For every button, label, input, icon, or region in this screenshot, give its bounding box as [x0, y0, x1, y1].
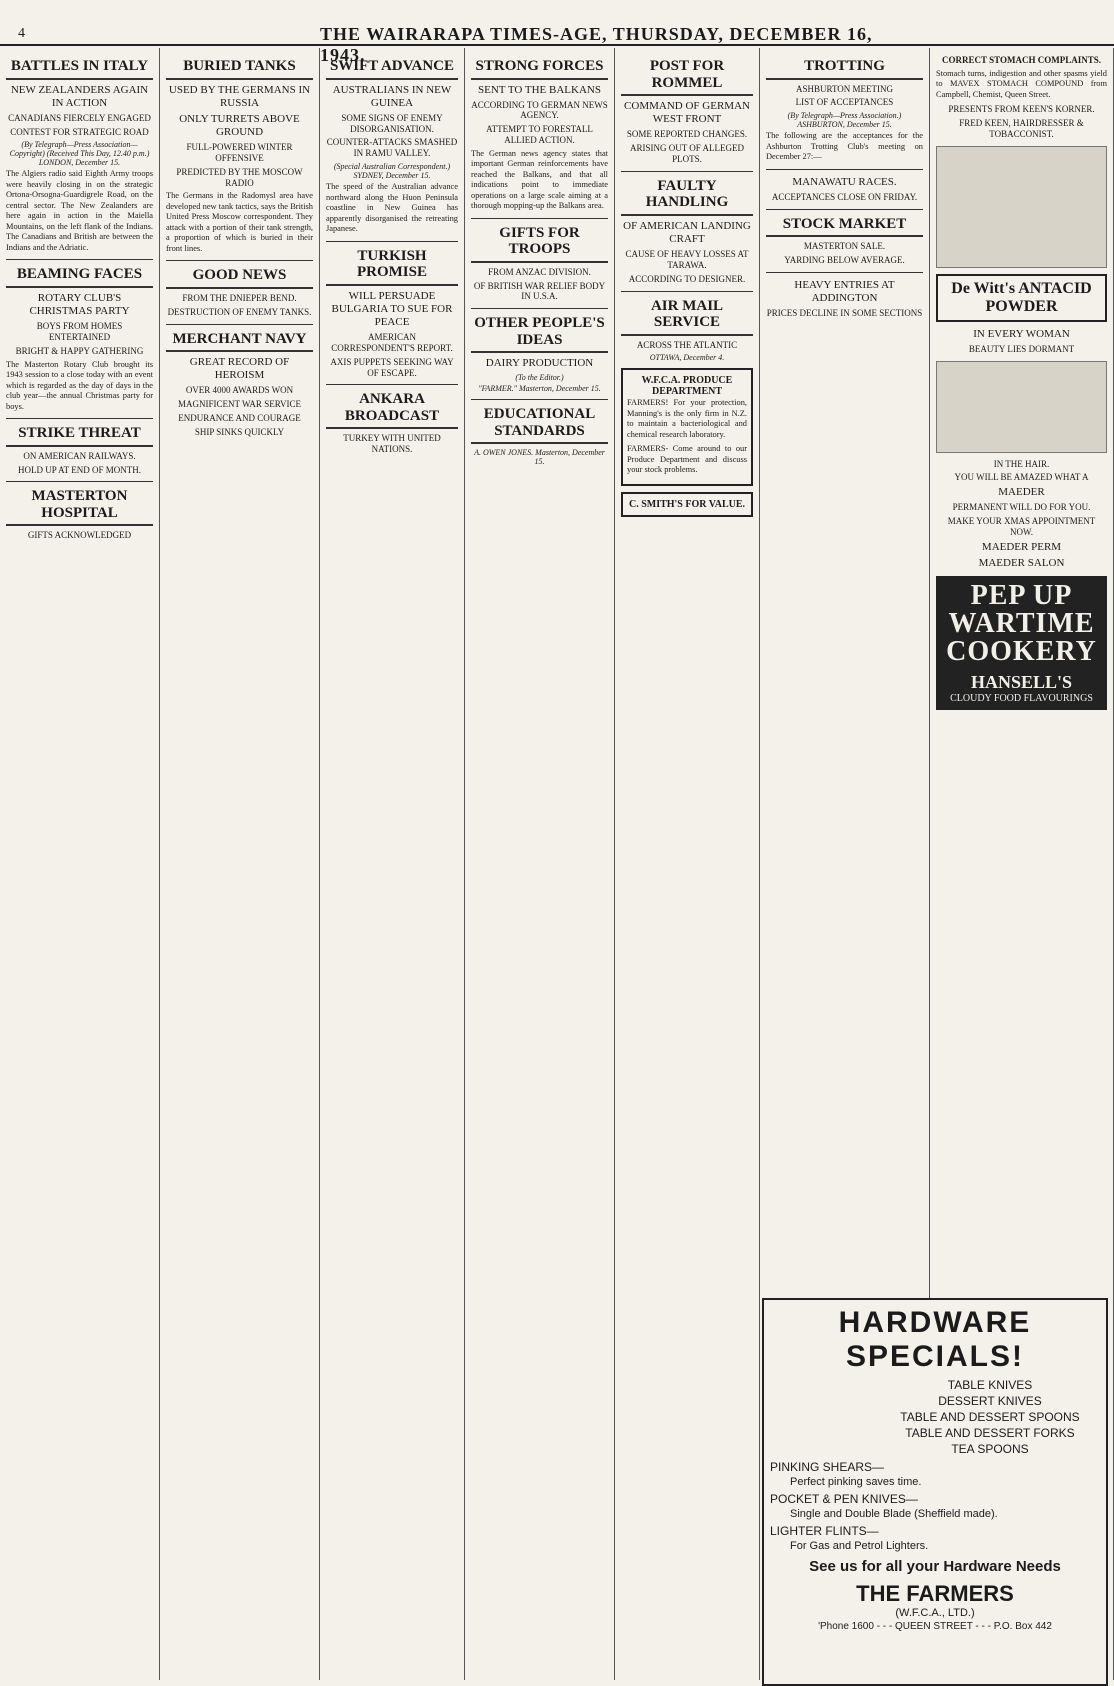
- deck: CAUSE OF HEAVY LOSSES AT TARAWA.: [625, 249, 749, 270]
- divider: [6, 481, 153, 482]
- deck: MAGNIFICENT WAR SERVICE: [178, 399, 301, 410]
- pep-up-cookery-ad: [936, 576, 1107, 710]
- deck: DESTRUCTION OF ENEMY TANKS.: [167, 306, 312, 317]
- ad-slogan: WARTIME: [948, 608, 1095, 640]
- deck: ARISING OUT OF ALLEGED PLOTS.: [629, 143, 745, 164]
- ad-brand: HANSELL'S: [970, 672, 1073, 693]
- list-item: TEA SPOONS: [951, 1442, 1029, 1456]
- divider: [766, 272, 923, 273]
- deck: ACCEPTANCES CLOSE ON FRIDAY.: [771, 191, 918, 202]
- deck: ACROSS THE ATLANTIC: [636, 339, 738, 350]
- deck: OF BRITISH WAR RELIEF BODY IN U.S.A.: [473, 280, 606, 302]
- headline-post-for-rommel: POST FOR ROMMEL: [621, 58, 753, 96]
- headline-battles-in-italy: BATTLES IN ITALY: [6, 58, 153, 80]
- deck: DAIRY PRODUCTION: [485, 357, 594, 370]
- divider: [766, 209, 923, 210]
- deck: TURKEY WITH UNITED NATIONS.: [343, 433, 441, 455]
- article-body: The Germans in the Radomysl area have developed new tank tactics, says the British United Press Moscow correspondent. They attack with a portion of their tank strength, a proportion of which is buried in their front lines.: [166, 191, 313, 253]
- divider: [621, 171, 753, 172]
- ad-item: PINKING SHEARS—: [770, 1460, 885, 1474]
- deck: HOLD UP AT END OF MONTH.: [17, 464, 141, 475]
- divider: [166, 260, 313, 261]
- dateline: OTTAWA, December 4.: [649, 353, 725, 363]
- headline-stock-market: STOCK MARKET: [766, 216, 923, 238]
- masthead-title: THE WAIRARAPA TIMES-AGE, THURSDAY, DECEMBER 16, 1943.: [320, 24, 873, 65]
- headline-turkish-promise: TURKISH PROMISE: [326, 248, 458, 286]
- deck: FULL-POWERED WINTER OFFENSIVE: [186, 142, 293, 164]
- deck: BRIGHT & HAPPY GATHERING: [15, 345, 144, 356]
- headline-trotting: TROTTING: [766, 58, 923, 80]
- deck: MASTERTON SALE.: [803, 241, 886, 252]
- wfca-produce-ad: [621, 368, 753, 486]
- deck: BOYS FROM HOMES ENTERTAINED: [36, 321, 123, 343]
- article-body: The Masterton Rotary Club brought its 1943 session to a close today with an event which is regarded as the day of days in the club year—the annual Christmas party for boys.: [6, 359, 153, 411]
- ad-text: IN THE HAIR.: [993, 458, 1050, 469]
- divider: [621, 291, 753, 292]
- deck: NEW ZEALANDERS AGAIN IN ACTION: [10, 83, 149, 109]
- column-2: [160, 48, 320, 1680]
- headline-strike-threat: STRIKE THREAT: [6, 425, 153, 447]
- headline-good-news: GOOD NEWS: [166, 267, 313, 289]
- deck: FROM ANZAC DIVISION.: [488, 266, 591, 277]
- deck: SOME REPORTED CHANGES.: [626, 129, 748, 140]
- ad-text: FARMERS- Come around to our Produce Department and discuss your stock problems.: [627, 444, 747, 475]
- ad-heading: C. SMITH'S FOR VALUE.: [628, 498, 746, 510]
- ad-heading: MAEDER PERM: [981, 540, 1062, 553]
- deck: ACCORDING TO GERMAN NEWS AGENCY.: [471, 99, 608, 121]
- deck: COUNTER-ATTACKS SMASHED IN RAMU VALLEY.: [326, 137, 458, 159]
- ad-brand: MAEDER: [998, 486, 1045, 499]
- list-item: TABLE KNIVES: [947, 1378, 1033, 1392]
- ad-item: POCKET & PEN KNIVES—: [770, 1492, 918, 1506]
- headline-merchant-navy: MERCHANT NAVY: [166, 331, 313, 353]
- ad-heading: CORRECT STOMACH COMPLAINTS.: [942, 55, 1101, 65]
- deck: ASHBURTON MEETING: [795, 83, 894, 94]
- signature: "FARMER." Masterton, December 15.: [478, 384, 601, 394]
- ad-item: LIGHTER FLINTS—: [770, 1524, 879, 1538]
- headline-ankara-broadcast: ANKARA BROADCAST: [326, 391, 458, 429]
- deck: ACCORDING TO DESIGNER.: [628, 273, 746, 284]
- ad-heading: PRESENTS FROM KEEN'S KORNER.: [948, 104, 1095, 115]
- deck: SOME SIGNS OF ENEMY DISORGANISATION.: [341, 112, 443, 134]
- deck: CONTEST FOR STRATEGIC ROAD: [10, 126, 149, 137]
- divider: [326, 384, 458, 385]
- headline-strong-forces: STRONG FORCES: [471, 58, 608, 80]
- deck: GREAT RECORD OF HEROISM: [189, 356, 290, 382]
- divider: [471, 308, 608, 309]
- column-5: [615, 48, 760, 1680]
- divider: [471, 218, 608, 219]
- deck: COMMAND OF GERMAN WEST FRONT: [624, 100, 750, 126]
- headline-educational-standards: EDUCATIONAL STANDARDS: [471, 406, 608, 444]
- cutlery-list: [880, 1378, 1100, 1456]
- deck: PREDICTED BY THE MOSCOW RADIO: [176, 166, 303, 188]
- headline-other-peoples-ideas: OTHER PEOPLE'S IDEAS: [471, 315, 608, 353]
- ad-footer: 'Phone 1600 - - - QUEEN STREET - - - P.O. Box 442: [818, 1621, 1052, 1632]
- deck: USED BY THE GERMANS IN RUSSIA: [168, 83, 311, 109]
- ad-item-detail: Single and Double Blade (Sheffield made).: [790, 1508, 998, 1520]
- dewitt-ad: [936, 274, 1107, 322]
- divider: [471, 399, 608, 400]
- ad-tagline: See us for all your Hardware Needs: [809, 1558, 1061, 1575]
- deck: ONLY TURRETS ABOVE GROUND: [179, 112, 300, 139]
- ad-heading: FRED KEEN, HAIRDRESSER & TOBACCONIST.: [959, 118, 1084, 139]
- dewitt-product-image: [936, 146, 1107, 268]
- ad-item-detail: Perfect pinking saves time.: [790, 1476, 922, 1488]
- subhead: ENDURANCE AND COURAGE: [178, 413, 301, 423]
- headline-masterton-hospital: MASTERTON HOSPITAL: [6, 488, 153, 526]
- ad-text: MAKE YOUR XMAS APPOINTMENT NOW.: [947, 516, 1096, 538]
- list-item: TABLE AND DESSERT SPOONS: [900, 1410, 1080, 1424]
- ad-title: HARDWARE SPECIALS!: [838, 1306, 1032, 1373]
- ad-heading: IN EVERY WOMAN: [973, 327, 1070, 340]
- column-1: [0, 48, 160, 1680]
- dateline: (Special Australian Correspondent.) SYDNEY, December 15.: [333, 162, 451, 181]
- divider: [766, 169, 923, 170]
- article-body: The speed of the Australian advance northward along the Huon Peninsula coastline in New Guinea has apparently disorganised the retreating Japanese.: [326, 182, 458, 234]
- ad-brand: De Witt's ANTACID POWDER: [951, 279, 1092, 315]
- article-body: The following are the acceptances for the Ashburton Trotting Club's meeting on December 27:—: [766, 131, 923, 162]
- ad-firm-sub: (W.F.C.A., LTD.): [895, 1607, 975, 1619]
- deck: YARDING BELOW AVERAGE.: [784, 254, 905, 265]
- c-smith-ad: [621, 492, 753, 517]
- headline-addington: HEAVY ENTRIES AT ADDINGTON: [794, 278, 895, 304]
- page-number: 4: [18, 26, 25, 41]
- deck: AXIS PUPPETS SEEKING WAY OF ESCAPE.: [330, 356, 454, 378]
- deck: ROTARY CLUB'S CHRISTMAS PARTY: [29, 291, 130, 318]
- deck: AUSTRALIANS IN NEW GUINEA: [332, 83, 452, 109]
- ad-tagline: CLOUDY FOOD FLAVOURINGS: [950, 693, 1093, 705]
- ad-heading: MAEDER SALON: [978, 557, 1065, 570]
- deck: OF AMERICAN LANDING CRAFT: [623, 219, 751, 245]
- ad-text: FARMERS! For your protection, Manning's is the only firm in N.Z. to maintain a bacteriological and chemical research laboratory.: [627, 398, 747, 439]
- headline-manawatu-races: MANAWATU RACES.: [792, 175, 897, 188]
- deck: ATTEMPT TO FORESTALL ALLIED ACTION.: [486, 124, 593, 146]
- ad-text: PERMANENT WILL DO FOR YOU.: [952, 502, 1091, 513]
- deck: WILL PERSUADE BULGARIA TO SUE FOR PEACE: [331, 289, 453, 328]
- ad-item-detail: For Gas and Petrol Lighters.: [790, 1540, 929, 1552]
- list-item: DESSERT KNIVES: [938, 1394, 1042, 1408]
- divider: [166, 324, 313, 325]
- dateline: (By Telegraph—Press Association—Copyright) (Received This Day, 12.40 p.m.) LONDON, December 15.: [9, 140, 150, 168]
- divider: [6, 418, 153, 419]
- divider: [326, 241, 458, 242]
- ad-text: YOU WILL BE AMAZED WHAT A: [954, 472, 1089, 483]
- deck: FROM THE DNIEPER BEND.: [182, 292, 297, 303]
- article-body: The Algiers radio said Eighth Army troops were heavily closing in on the strategic Ortona-Orsogna-Guardigrele Road, on the central sector. The New Zealanders are here again in action in the Maiella Mountains, on the left flank of the Indians. The Canadians and British are between the Indians and the Adriatic.: [6, 169, 153, 252]
- ad-slogan: COOKERY: [946, 636, 1097, 668]
- headline-buried-tanks: BURIED TANKS: [166, 58, 313, 80]
- deck: GIFTS ACKNOWLEDGED: [27, 530, 132, 541]
- list-item: TABLE AND DESSERT FORKS: [905, 1426, 1075, 1440]
- ad-firm: THE FARMERS: [856, 1581, 1014, 1606]
- deck: OVER 4000 AWARDS WON: [185, 385, 294, 396]
- ad-heading: BEAUTY LIES DORMANT: [968, 343, 1075, 354]
- woman-portrait-image: [936, 361, 1107, 453]
- ad-slogan: PEP UP: [970, 580, 1073, 612]
- subhead: SHIP SINKS QUICKLY: [194, 426, 285, 437]
- headline-air-mail-service: AIR MAIL SERVICE: [621, 298, 753, 336]
- headline-beaming-faces: BEAMING FACES: [6, 266, 153, 288]
- signature: A. OWEN JONES. Masterton, December 15.: [474, 448, 605, 467]
- deck: SENT TO THE BALKANS: [478, 83, 601, 96]
- ad-text: Stomach turns, indigestion and other spasms yield to MAVEX STOMACH COMPOUND from Campbell, Chemist, Queen Street.: [936, 68, 1107, 99]
- deck: LIST OF ACCEPTANCES: [795, 97, 894, 108]
- headline-gifts-for-troops: GIFTS FOR TROOPS: [471, 225, 608, 263]
- column-3: [320, 48, 465, 1680]
- dateline: (By Telegraph—Press Association.) ASHBURTON, December 15.: [787, 111, 902, 130]
- hardware-specials-ad: [762, 1298, 1108, 1686]
- headline-faulty-handling: FAULTY HANDLING: [621, 178, 753, 216]
- ad-heading: W.F.C.A. PRODUCE DEPARTMENT: [641, 375, 733, 398]
- deck: ON AMERICAN RAILWAYS.: [23, 450, 136, 461]
- divider: [6, 259, 153, 260]
- editor-note: (To the Editor.): [515, 373, 564, 383]
- column-4: [465, 48, 615, 1680]
- deck: PRICES DECLINE IN SOME SECTIONS: [766, 308, 923, 319]
- headline-swift-advance: SWIFT ADVANCE: [326, 58, 458, 80]
- deck: AMERICAN CORRESPONDENT'S REPORT.: [331, 332, 453, 353]
- deck: CANADIANS FIERCELY ENGAGED: [8, 112, 151, 123]
- article-body: The German news agency states that important German reinforcements have reached the Balkans, and that all indications point to immediate operations on a large scale aiming at a thorough mopping-up the Balkans area.: [471, 148, 608, 211]
